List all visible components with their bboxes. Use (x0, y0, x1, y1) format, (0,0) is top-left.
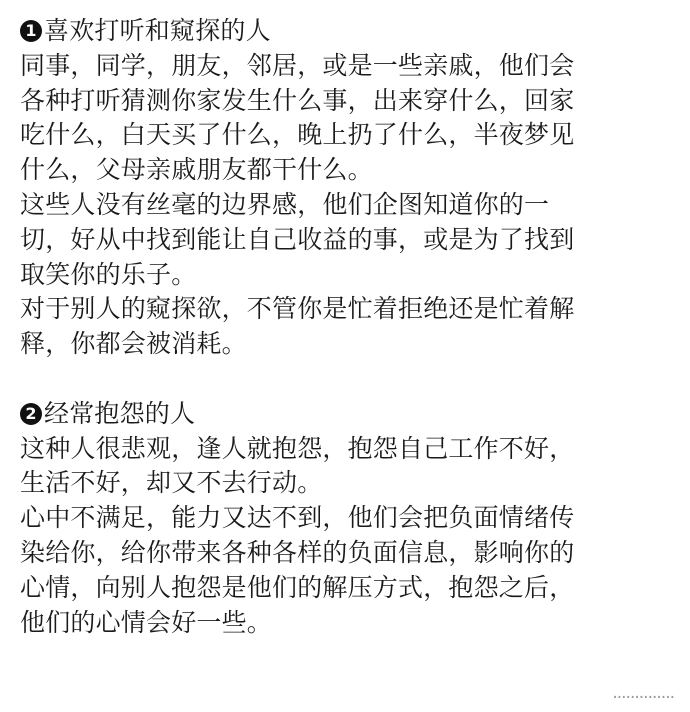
paragraph-line: 心情，向别人抱怨是他们的解压方式，抱怨之后， (20, 572, 575, 602)
paragraph-line: 各种打听猜测你家发生什么事，出来穿什么，回家 (20, 85, 575, 115)
article-body (20, 14, 680, 640)
paragraph-line: 染给你，给你带来各种各样的负面信息，影响你的 (20, 537, 575, 567)
section-title-2: 经常抱怨的人 (44, 398, 196, 428)
paragraph-line: 心中不满足，能力又达不到，他们会把负面情绪传 (20, 503, 575, 533)
section-title-1: 喜欢打听和窥探的人 (44, 16, 271, 45)
paragraph-line: 对于别人的窥探欲，不管你是忙着拒绝还是忙着解 (20, 294, 575, 324)
paragraph-line: 什么，父母亲戚朋友都干什么。 (20, 155, 373, 185)
section-heading-1 (20, 14, 680, 49)
section-spacer (20, 362, 680, 397)
watermark: ·············· (612, 688, 674, 708)
number-badge-1: 1 (20, 20, 42, 42)
paragraph-line: 释，你都会被消耗。 (20, 329, 247, 359)
paragraph-line: 生活不好，却又不去行动。 (20, 468, 323, 498)
paragraph-line: 吃什么，白天买了什么，晚上扔了什么，半夜梦见 (20, 120, 575, 150)
paragraph-line: 取笑你的乐子。 (20, 259, 197, 289)
paragraph-line: 同事，同学，朋友，邻居，或是一些亲戚，他们会 (20, 50, 575, 80)
paragraph-line: 这种人很悲观，逢人就抱怨，抱怨自己工作不好， (20, 433, 575, 463)
paragraph-line: 切，好从中找到能让自己收益的事，或是为了找到 (20, 224, 575, 254)
paragraph-line: 这些人没有丝毫的边界感，他们企图知道你的一 (20, 189, 550, 219)
number-badge-2: 2 (20, 403, 42, 425)
paragraph-line: 他们的心情会好一些。 (20, 607, 273, 637)
section-heading-2 (20, 397, 680, 432)
